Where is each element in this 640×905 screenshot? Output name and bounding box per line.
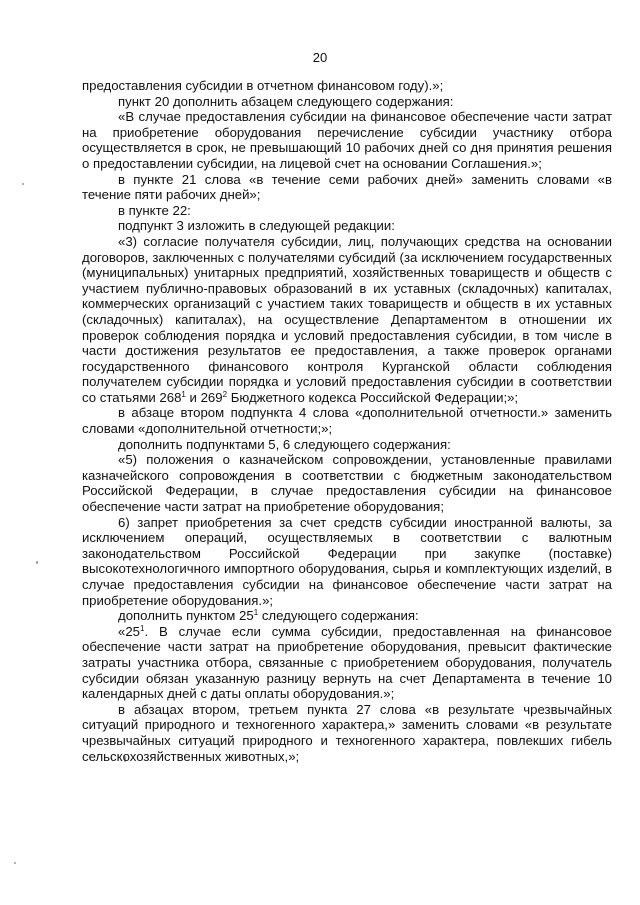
paragraph: в пункте 22: <box>118 202 191 218</box>
paragraph: в абзацах втором, третьем пункта 27 слова «в результате чрезвычайных ситуаций природного и техногенного характера,» заменить словами «в результате чрезвычайных ситуаций природного и техногенного характера, повлекших гибель сельскохозяйственных животных,»; <box>82 701 612 764</box>
paragraph: подпункт 3 изложить в следующей редакции: <box>118 218 395 234</box>
paragraph: в абзаце втором подпункта 4 слова «дополнительной отчетности.» заменить словами «дополнительной отчетности;»; <box>82 405 612 437</box>
paragraph: «$25^1$. В случае если сумма субсидии, предоставленная на финансовое обеспечение части затрат на приобретение оборудования, превысит фактические затраты участника отбора, связанные с приобретением оборудования, получатель субсидии обязан указанную разницу вернуть на счет Департамента в течение 10 календарных дней с даты оплаты оборудования.»; <box>82 623 612 702</box>
scan-speck <box>14 862 16 864</box>
paragraph: «В случае предоставления субсидии на финансовое обеспечение части затрат на приобретение оборудования перечисление субсидии участнику отбора осуществляется в срок, не превышающий 10 рабочих дней со дня принятия решения о предоставлении субсидии, на лицевой счет на основании Соглашения.»; <box>82 109 612 171</box>
scan-speck <box>36 561 38 564</box>
paragraph: «5) положения о казначейском сопровождении, установленные правилами казначейского сопровождения в соответствии с бюджетным законодательством Российской Федерации, в случае предоставления субсидии на финансовое обеспечение части затрат на приобретение оборудования; <box>82 452 612 515</box>
paragraph: 6) запрет приобретения за счет средств субсидии иностранной валюты, за исключением операций, осуществляемых в соответствии с валютным законодательством Российской Федерации при закупке (поставке) высокотехнологичного импортного оборудования, сырья и комплектующих изделий, в случае предоставления субсидии на финансовое обеспечение части затрат на приобретение оборудования.»; <box>82 514 612 608</box>
paragraph: дополнить подпунктами 5, 6 следующего содержания: <box>118 436 451 452</box>
paragraph: предоставления субсидии в отчетном финансовом году).»; <box>82 78 444 93</box>
paragraph: «3) согласие получателя субсидии, лиц, получающих средства на основании договоров, заключенных с получателями субсидий (за исключением государственных (муниципальных) унитарных предприятий, хозяйственных товариществ и обществ с участием публично-правовых образований в их уставных (складочных) капиталах, коммерческих организаций с участием таких товариществ и обществ в их уставных (складочных) капиталах), на осуществление Департаментом в отношении их проверок соблюдения порядка и условий предоставления субсидии, в том числе в части достижения результатов ее предоставления, а также проверок органами государственного финансового контроля Курганской области соблюдения получателем субсидии порядка и условий предоставления субсидии в соответствии со статьями $268^1$ и $269^2$ Бюджетного кодекса Российской Федерации;»; <box>82 233 612 405</box>
paragraph: в пункте 21 слова «в течение семи рабочих дней» заменить словами «в течение пяти рабочих дней»; <box>82 171 612 203</box>
page-number: 20 <box>312 50 328 65</box>
scan-speck <box>22 183 24 185</box>
paragraph: пункт 20 дополнить абзацем следующего содержания: <box>118 93 454 109</box>
document-body <box>82 78 612 764</box>
paragraph: дополнить пунктом $25^1$ следующего содержания: <box>118 608 419 624</box>
